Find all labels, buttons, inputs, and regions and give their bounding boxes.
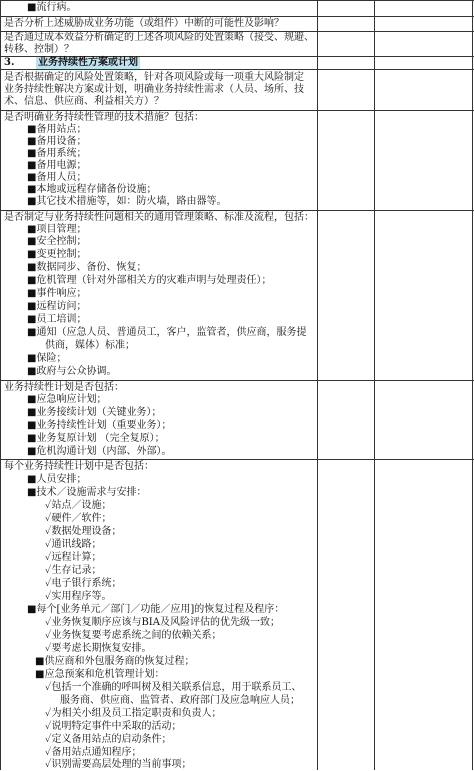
bullet-item: ■应急响应计划； xyxy=(27,394,107,405)
check-item: ✓包括一个准确的呼叫树及相关联系信息，用于联系员工、 xyxy=(45,682,302,693)
bullet-item: ■其它技术措施等，如：防火墙，路由器等。 xyxy=(27,196,227,207)
check-item: ✓生存记录； xyxy=(45,565,102,576)
bullet-item: ■数据同步、备份、恢复； xyxy=(27,262,147,273)
check-item: ✓备用站点通知程序； xyxy=(45,747,142,758)
check-question: 是否明确业务持续性管理的技术措施？包括： xyxy=(4,112,204,123)
bullet-item: ■每个[业务单元／部门／功能／应用]的恢复过程及程序： xyxy=(27,604,285,615)
section-title: 业务持续性方案或计划 xyxy=(38,57,138,68)
bullet-item: ■业务持续性计划（重要业务）； xyxy=(27,420,172,431)
check-question: 是否分析上述威胁成业务功能（或组件）中断的可能性及影响？ xyxy=(4,18,284,29)
check-item: ✓定义备用站点的启动条件； xyxy=(45,734,172,745)
section-number: 3. xyxy=(4,57,15,68)
check-item: ✓远程计算； xyxy=(45,552,102,563)
row-divider xyxy=(0,69,474,70)
bullet-item: ■业务复原计划 （完全复原）； xyxy=(27,433,165,444)
bullet-item: ■供应商和外包服务商的恢复过程； xyxy=(35,656,195,667)
bullet-item: ■远程访问； xyxy=(27,301,87,312)
check-item: ✓数据处理设备； xyxy=(45,526,122,537)
bullet-item: ■备用系统； xyxy=(27,148,87,159)
bullet-item: ■事件响应； xyxy=(27,288,87,299)
bullet-item: ■备用设备； xyxy=(27,136,87,147)
check-question: 业务持续性解决方案或计划，明确业务持续性需求（人员、场所、技 xyxy=(4,84,304,95)
row-divider xyxy=(0,0,474,1)
check-item: ✓站点／设施； xyxy=(45,500,112,511)
bullet-item: ■备用人员； xyxy=(27,172,87,183)
check-item: ✓识别需要高层处理的当前事项； xyxy=(45,759,192,770)
check-question: 每个业务持续性计划中是否包括： xyxy=(4,461,154,472)
check-question: 术、信息、供应商、利益相关方）？ xyxy=(4,96,164,107)
check-item: ✓业务恢复要考虑系统之间的依赖关系； xyxy=(45,630,222,641)
bullet-item: ■业务接续计划（关键业务）； xyxy=(27,407,162,418)
check-item: ✓业务恢复顺序应该与BIA及风险评估的优先级一致； xyxy=(45,617,280,628)
row-divider xyxy=(0,110,474,111)
bullet-item: ■保险； xyxy=(27,353,67,364)
bullet-item: ■项目管理； xyxy=(27,224,87,235)
row-divider xyxy=(0,16,474,17)
check-item: ✓通讯线路； xyxy=(45,539,102,550)
bullet-item: ■政府与公众协调。 xyxy=(27,366,117,377)
bullet-item: ■安全控制； xyxy=(27,236,87,247)
column-divider-2 xyxy=(374,0,375,770)
bullet-item: ■应急预案和危机管理计划： xyxy=(35,669,165,680)
bullet-item: ■备用电源； xyxy=(27,160,87,171)
row-divider xyxy=(0,210,474,211)
bullet-item: ■危机沟通计划（内部、外部）。 xyxy=(27,446,172,457)
check-item: ✓为相关小组及员工指定职责和负责人； xyxy=(45,708,222,719)
check-question: 是否制定与业务持续性问题相关的通用管理策略、标准及流程，包括： xyxy=(4,212,314,223)
row-divider xyxy=(0,459,474,460)
check-question: 业务持续性计划是否包括： xyxy=(4,382,124,393)
row-divider xyxy=(0,380,474,381)
column-divider-1 xyxy=(317,0,318,770)
bullet-item: ■流行病。 xyxy=(27,2,77,13)
check-item: ✓说明特定事件中采取的活动； xyxy=(45,721,182,732)
check-item: ✓硬件／软件； xyxy=(45,513,112,524)
check-question: 转移、控制）？ xyxy=(4,44,74,55)
bullet-item: ■人员安排； xyxy=(27,474,87,485)
check-question: 是否根据确定的风险处置策略，针对各项风险或每一项重大风险制定 xyxy=(4,72,304,83)
check-item: ✓要考虑长期恢复安排。 xyxy=(45,643,152,654)
check-item: ✓实用程序等。 xyxy=(45,591,112,602)
bullet-item: ■本地或远程存储备份设施； xyxy=(27,184,157,195)
check-item: ✓电子银行系统； xyxy=(45,578,122,589)
bullet-item: ■员工培训； xyxy=(27,314,87,325)
table-border-right xyxy=(472,0,473,770)
check-question: 是否通过成本效益分析确定的上述各项风险的处置策略（接受、规避、 xyxy=(4,32,314,43)
bullet-item: ■备用站点； xyxy=(27,124,87,135)
check-item-continued: 服务商、供应商、监管者、政府部门及应急响应人员； xyxy=(60,695,300,706)
bullet-item: ■变更控制； xyxy=(27,249,87,260)
bullet-item-continued: 供商，媒体）标准； xyxy=(45,340,135,351)
bullet-item: ■通知（应急人员、普通员工，客户，监管者，供应商，服务提 xyxy=(27,327,307,338)
table-border-left xyxy=(0,0,1,770)
bullet-item: ■技术／设施需求与安排： xyxy=(27,487,147,498)
bullet-item: ■危机管理（针对外部相关方的灾难声明与处理责任）； xyxy=(27,275,272,286)
